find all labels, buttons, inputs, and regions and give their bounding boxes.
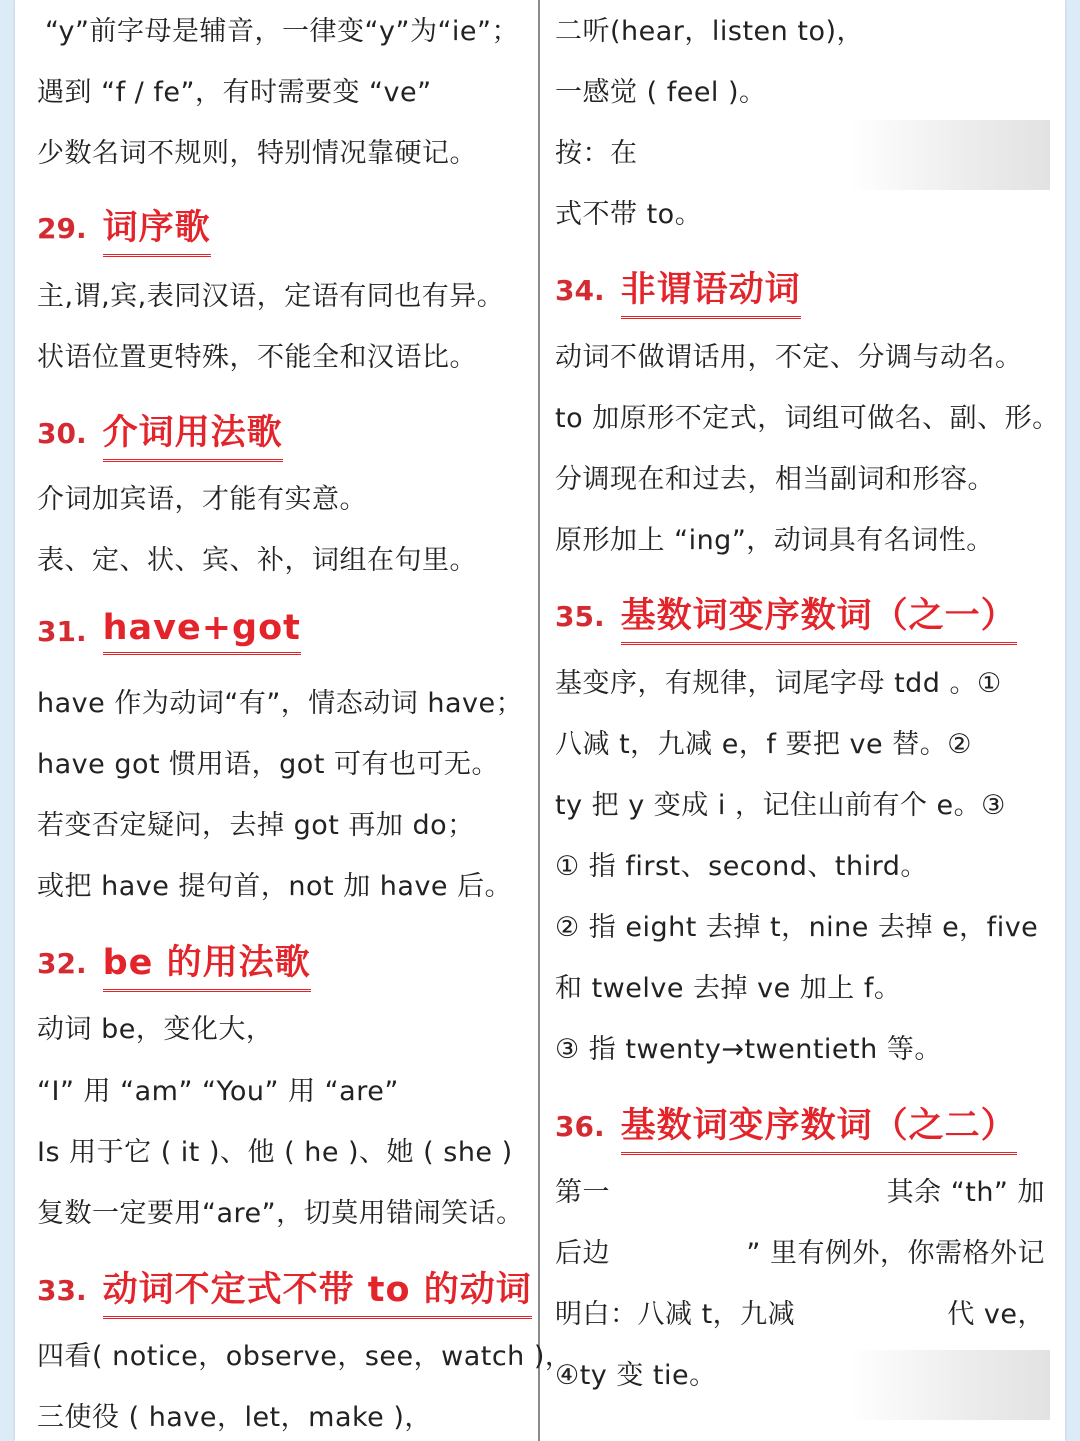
text-line: 其余 “th” 加 [886,1177,1045,1208]
section-heading-36 [555,1098,1017,1152]
text-line: “y”前字母是辅音，一律变“y”为“ie”； [45,16,520,47]
text-line: ④ty 变 tie。 [555,1360,717,1391]
section-heading-34 [555,262,801,316]
text-line: “I” 用 “am” “You” 用 “are” [37,1076,399,1107]
text-line: 八减 t，九减 e，f 要把 ve 替。② [555,729,972,760]
text-line: ② 指 eight 去掉 t，nine 去掉 e，five [555,912,1039,943]
section-number: 29. [37,212,87,245]
text-line: 动词不做谓话用，不定、分调与动名。 [555,342,1023,373]
section-number: 32. [37,947,87,980]
section-title: 基数词变序数词（之二） [621,1098,1017,1155]
section-title: 词序歌 [103,200,211,257]
text-line: 按：在 [555,138,638,169]
text-line: 介词加宾语，才能有实意。 [37,484,367,515]
text-line: 三使役 ( have，let，make )， [37,1402,432,1433]
text-line: 二听(hear，listen to)， [555,16,865,47]
text-line: 后边 [555,1238,610,1269]
blurred-region [850,1350,1050,1420]
text-line: 代 ve， [947,1299,1045,1330]
text-line: 明白：八减 t，九减 [555,1299,796,1330]
text-line: 主,谓,宾,表同汉语，定语有同也有异。 [37,281,505,312]
section-title: have+got [103,608,301,655]
left-column [37,0,573,1441]
section-number: 31. [37,615,87,648]
section-heading-31 [37,608,301,662]
text-line: 基变序，有规律，词尾字母 tdd 。① [555,668,1002,699]
text-line: ① 指 first、second、third。 [555,851,928,882]
section-number: 35. [555,600,605,633]
text-line: 若变否定疑问，去掉 got 再加 do； [37,810,475,841]
text-line: 分调现在和过去，相当副词和形容。 [555,464,995,495]
text-line: 一感觉 ( feel )。 [555,77,767,108]
section-title: 动词不定式不带 to 的动词 [103,1262,532,1319]
text-line: have got 惯用语，got 可有也可无。 [37,749,499,780]
text-line: Is 用于它 ( it )、他 ( he )、她 ( she ) [37,1137,513,1168]
text-line: ” 里有例外，你需格外记 [746,1238,1045,1269]
text-line: 状语位置更特殊，不能全和汉语比。 [37,342,477,373]
text-line: 四看( notice，observe，see，watch )， [37,1341,573,1372]
text-line: 或把 have 提句首，not 加 have 后。 [37,871,513,902]
text-line: 原形加上 “ing”，动词具有名词性。 [555,525,994,556]
text-line: have 作为动词“有”，情态动词 have； [37,688,524,719]
text-line: 和 twelve 去掉 ve 加上 f。 [555,973,902,1004]
text-line: 表、定、状、宾、补，词组在句里。 [37,545,477,576]
text-line: 式不带 to。 [555,199,703,230]
section-title: 非谓语动词 [621,262,801,319]
section-number: 33. [37,1274,87,1307]
section-title: 基数词变序数词（之一） [621,588,1017,645]
text-line: ③ 指 twenty→twentieth 等。 [555,1034,942,1065]
section-heading-32 [37,935,311,989]
text-line: 复数一定要用“are”，切莫用错闹笑话。 [37,1198,524,1229]
column-divider [538,0,540,1441]
right-column [555,0,1060,1441]
text-line: 动词 be，变化大， [37,1014,274,1045]
section-number: 34. [555,274,605,307]
section-heading-29 [37,200,211,254]
section-title: 介词用法歌 [103,405,283,462]
text-line: 第一 [555,1177,610,1208]
text-line: ty 把 y 变成 i ，记住山前有个 e。③ [555,790,1006,821]
section-heading-30 [37,405,283,459]
blurred-region [850,120,1050,190]
section-number: 36. [555,1110,605,1143]
text-line: 少数名词不规则，特别情况靠硬记。 [37,138,477,169]
section-heading-33 [37,1262,532,1316]
section-heading-35 [555,588,1017,642]
text-line: 遇到 “f / fe”，有时需要变 “ve” [37,77,432,108]
section-number: 30. [37,417,87,450]
text-line: to 加原形不定式，词组可做名、副、形。 [555,403,1060,434]
section-title: be 的用法歌 [103,935,311,992]
